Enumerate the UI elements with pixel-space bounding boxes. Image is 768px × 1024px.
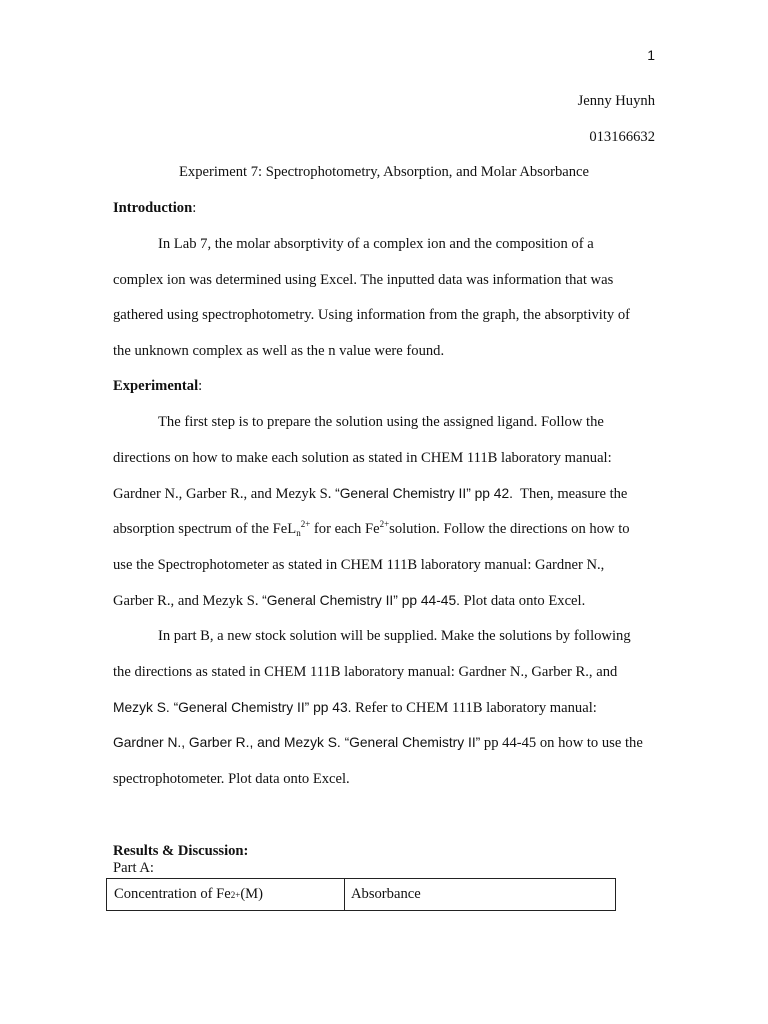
experimental-line: directions on how to make each solution as stated in CHEM 111B laboratory manual: [113,450,612,466]
introduction-heading-colon: : [192,200,197,216]
experimental-line [113,735,643,752]
experimental-heading [113,378,202,395]
experimental-text: Refer to CHEM 111B laboratory manual: [351,700,597,716]
experimental-line [113,521,630,538]
citation-title: Mezyk S. “General Chemistry II” pp 43. [113,700,352,715]
citation-authors: Gardner N., Garber R., and Mezyk S. [113,486,336,502]
experimental-line [113,486,627,503]
introduction-heading-label: Introduction [113,200,193,216]
introduction-line: complex ion was determined using Excel. The inputted data was information that was [113,272,614,288]
results-table [106,878,616,911]
table-header-absorbance: Absorbance [351,886,421,902]
citation-title: Gardner N., Garber R., and Mezyk S. “General Chemistry II” [113,735,481,750]
results-heading-label: Results & Discussion: [113,843,249,859]
experimental-line: the directions as stated in CHEM 111B laboratory manual: Gardner N., Garber R., and [113,664,618,680]
experimental-heading-label: Experimental [113,378,199,394]
experimental-text: Then, measure the [513,486,628,502]
introduction-line: gathered using spectrophotometry. Using information from the graph, the absorptivity of [113,307,631,323]
experimental-text: for each Fe [310,521,380,537]
introduction-heading [113,200,196,217]
experimental-text: pp 44-45 on how to use the [480,735,643,751]
superscript: 2+ [379,519,390,529]
experimental-heading-colon: : [198,378,203,394]
introduction-line: In Lab 7, the molar absorptivity of a complex ion and the composition of a [158,236,594,252]
document-title: Experiment 7: Spectrophotometry, Absorption, and Molar Absorbance [178,164,590,180]
author-name: Jenny Huynh [577,93,655,109]
experimental-text: absorption spectrum of the FeL [113,521,297,537]
experimental-text: Plot data onto Excel. [460,593,586,609]
introduction-line: the unknown complex as well as the n value were found. [113,343,445,359]
results-heading [113,843,248,860]
experimental-line: The first step is to prepare the solution using the assigned ligand. Follow the [158,414,604,430]
citation-authors: Garber R., and Mezyk S. [113,593,263,609]
citation-title: “General Chemistry II” pp 44-45. [262,593,460,608]
table-header-concentration: Concentration of Fe 2+ (M) [107,879,345,910]
table-header-text: Concentration of Fe [114,886,231,902]
experimental-line: spectrophotometer. Plot data onto Excel. [113,771,350,787]
table-header-text: (M) [240,886,264,902]
experimental-line: use the Spectrophotometer as stated in CHEM 111B laboratory manual: Gardner N., [113,557,605,573]
citation-title: “General Chemistry II” pp 42. [335,486,513,501]
superscript: 2+ [300,519,311,529]
part-a-label: Part A: [113,860,154,876]
student-id: 013166632 [589,129,655,145]
experimental-text: solution. Follow the directions on how to [389,521,630,537]
experimental-line [113,700,597,717]
experimental-line [113,593,585,610]
experimental-line: In part B, a new stock solution will be supplied. Make the solutions by following [158,628,631,644]
subscript: n [296,528,301,538]
page-number: 1 [647,47,655,63]
